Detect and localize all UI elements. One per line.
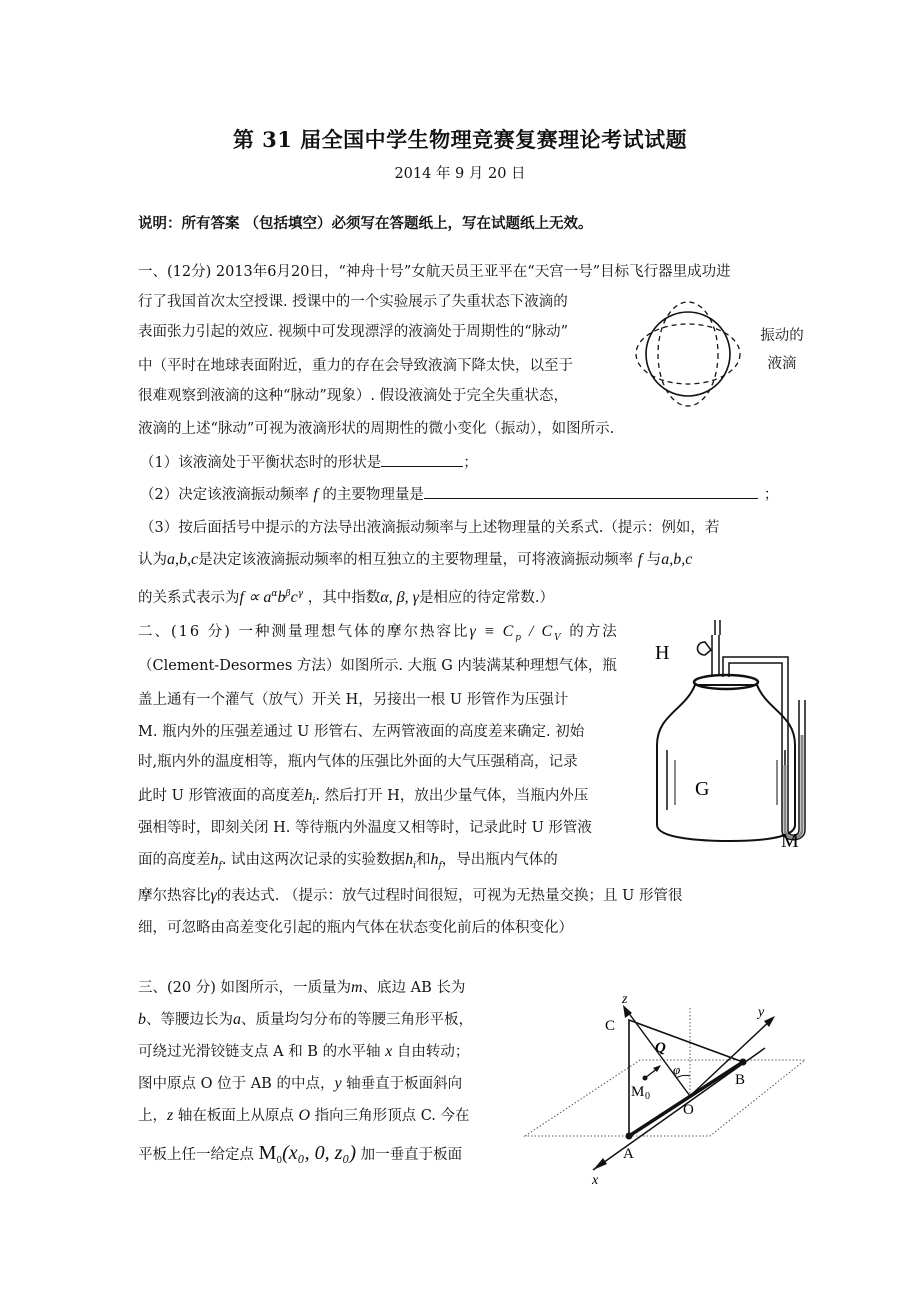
sub2-text: 的主要物理量是: [322, 487, 424, 503]
q2-line: M. 瓶内外的压强差通过 U 形管右、左两管液面的高度差来确定. 初始: [138, 724, 585, 740]
sub-i: i: [413, 860, 416, 871]
var-c: c: [290, 588, 298, 606]
q1-sub3-line: [138, 550, 692, 570]
q2-line: 盖上通有一个灌气（放气）开关 H，另接出一根 U 形管作为压强计: [138, 692, 569, 708]
q1-line: 液滴的上述“脉动”可视为液滴形状的周期性的微小变化（振动），如图所示.: [138, 421, 615, 437]
q3-line: [138, 1010, 473, 1030]
sub1-text: （1）该液滴处于平衡状态时的形状是: [140, 455, 382, 471]
figure-label-line: 液滴: [767, 356, 797, 372]
q1-sub1: [140, 452, 478, 473]
exponents: α, β, γ: [380, 588, 419, 606]
text: 面的高度差: [138, 852, 211, 868]
var-b: b: [138, 1011, 146, 1028]
q2-line: [138, 886, 682, 906]
punct: ；: [763, 487, 779, 503]
text: 的方法: [569, 624, 619, 640]
label-M0: M: [631, 1084, 645, 1100]
punct: ；: [463, 455, 478, 471]
q3-line: [138, 1106, 470, 1126]
q3-line: [138, 1074, 462, 1094]
horizontal-plane: [525, 1060, 805, 1136]
figure-label-line: 振动的: [760, 328, 804, 344]
bottle-body: [657, 685, 795, 841]
label-B: B: [735, 1072, 746, 1088]
label-H: H: [655, 642, 670, 664]
text: 是相应的待定常数.）: [418, 589, 555, 606]
sub-v: V: [554, 632, 563, 643]
var-h: h: [405, 851, 414, 868]
var-f: f: [637, 551, 643, 568]
label-G: G: [695, 778, 710, 800]
oscillating-droplet-figure: [630, 298, 750, 410]
q2-line: [138, 786, 588, 812]
triangular-plate-figure: [515, 988, 810, 1188]
exp-alpha: α: [271, 589, 278, 599]
sub-p: p: [515, 632, 524, 643]
q1-sub3-line: （3）按后面括号中提示的方法导出液滴振动频率与上述物理量的关系式.（提示：例如，若: [140, 520, 720, 536]
q3-line: [138, 1143, 462, 1171]
exam-date: 2014 年 9 月 20 日: [394, 166, 526, 182]
text: 上，: [138, 1108, 167, 1124]
var-h: h: [430, 851, 439, 868]
text: 、质量均匀分布的等腰三角形平板，: [241, 1012, 473, 1028]
hinge-B: [740, 1059, 747, 1066]
answer-blank-1[interactable]: [381, 452, 463, 467]
text: 的表达式. （提示：放气过程时间很短，可视为无热量交换；且 U 形管很: [216, 888, 683, 904]
text: 自由转动；: [396, 1044, 470, 1060]
vars-abc: a,b,c: [167, 551, 199, 568]
droplet-label: [752, 322, 812, 378]
x-axis-arrow: [593, 1158, 607, 1170]
answer-blank-2[interactable]: [424, 484, 758, 499]
label-C: C: [605, 1018, 616, 1034]
text: 是决定该液滴振动频率的相互独立的主要物理量，可将液滴振动频率: [198, 552, 634, 568]
instructions-note: 说明：所有答案 （包括填空）必须写在答题纸上，写在试题纸上无效。: [138, 215, 593, 232]
q1-line: 中（平时在地球表面附近，重力的存在会导致液滴下降太快，以至于: [138, 358, 573, 374]
text: 二、(16 分) 一种测量理想气体的摩尔热容比: [138, 624, 470, 640]
label-M: M: [781, 830, 799, 852]
q3-line: [138, 978, 465, 998]
formula: / C: [523, 623, 555, 640]
var-m: m: [350, 979, 363, 996]
var-h: h: [304, 787, 313, 804]
text: 、底边 AB 长为: [362, 980, 466, 996]
text: ，导出瓶内气体的: [441, 852, 558, 868]
sub-f: f: [438, 860, 442, 871]
q2-line: 细，可忽略由高差变化引起的瓶内气体在状态变化前后的体积变化）: [138, 920, 573, 936]
text: . 然后打开 H，放出少量气体，当瓶内外压: [315, 788, 589, 804]
exp-beta: β: [285, 589, 291, 599]
sub-f: f: [218, 860, 222, 871]
label-z: z: [622, 992, 628, 1007]
q3-line: [138, 1042, 469, 1062]
text: 摩尔热容比: [138, 888, 211, 904]
text: . 试由这两次记录的实验数据: [221, 852, 406, 868]
q1-line: 一、(12分) 2013年6月20日，“神舟十号”女航天员王亚平在“天宫一号”目标飞行器里成功进: [138, 264, 731, 280]
sub-i: i: [312, 796, 316, 807]
formula: γ ≡ C: [469, 623, 516, 640]
hinge-A: [626, 1133, 633, 1140]
text: 可绕过光滑铰链支点 A 和 B 的水平轴: [138, 1044, 381, 1060]
q2-line: 强相等时，即刻关闭 H. 等待瓶内外温度又相等时，记录此时 U 形管液: [138, 820, 592, 836]
text: 平板上任一给定点: [138, 1147, 254, 1163]
clement-desormes-apparatus-figure: [645, 615, 820, 855]
label-Q: Q: [655, 1040, 666, 1056]
text: 与: [646, 552, 662, 568]
label-O: O: [683, 1102, 694, 1118]
u-tube: [723, 657, 788, 830]
q2-line: [138, 850, 558, 876]
point-M: M: [258, 1142, 277, 1164]
var-b: b: [277, 588, 286, 606]
var-z: z: [167, 1107, 174, 1124]
label-M0-sub: 0: [645, 1091, 650, 1102]
text: 认为: [138, 552, 167, 568]
var-f: f: [313, 486, 318, 503]
q2-line: （Clement-Desormes 方法）如图所示. 大瓶 G 内装满某种理想气体，瓶: [138, 658, 617, 674]
label-x: x: [592, 1173, 599, 1188]
exp-gamma: γ: [297, 589, 304, 599]
vars-abc: a,b,c: [661, 551, 693, 568]
text: 指向三角形顶点 C. 今在: [314, 1108, 470, 1124]
text: 三、(20 分) 如图所示，一质量为: [138, 980, 351, 996]
q1-line: 表面张力引起的效应. 视频中可发现漂浮的液滴处于周期性的“脉动”: [138, 324, 569, 340]
var-gamma: γ: [210, 887, 217, 904]
valve-handle: [698, 642, 712, 655]
formula: f ∝ a: [239, 588, 272, 606]
text: ，其中指数: [307, 589, 381, 606]
text: 和: [415, 852, 431, 868]
text: 此时 U 形管液面的高度差: [138, 788, 305, 804]
q1-sub2: [140, 484, 778, 505]
q2-line: [138, 622, 619, 648]
label-A: A: [623, 1146, 634, 1162]
q1-line: 很难观察到液滴的这种“脉动”现象）. 假设液滴处于完全失重状态，: [138, 388, 569, 404]
text: 加一垂直于板面: [360, 1147, 463, 1163]
text: 轴在板面上从原点: [177, 1108, 294, 1124]
bottle-cap: [694, 675, 758, 689]
var-O: O: [298, 1107, 311, 1124]
q1-sub3-line: [138, 584, 554, 608]
var-a: a: [233, 1011, 241, 1028]
text: 轴垂直于板面斜向: [346, 1076, 463, 1092]
text: 图中原点 O 位于 AB 的中点，: [138, 1076, 335, 1092]
var-y: y: [334, 1075, 342, 1092]
label-phi: φ: [673, 1062, 681, 1077]
sub-0: 0: [276, 1155, 283, 1166]
coords: (x₀, 0, z₀): [282, 1142, 357, 1164]
label-y: y: [758, 1005, 765, 1020]
var-h: h: [210, 851, 219, 868]
var-x: x: [385, 1043, 393, 1060]
page-title: 第 31 届全国中学生物理竞赛复赛理论考试试题: [232, 127, 688, 152]
sub2-text: （2）决定该液滴振动频率: [140, 487, 309, 503]
text: 的关系式表示为: [138, 589, 240, 606]
text: 、等腰边长为: [146, 1012, 233, 1028]
q2-line: 时,瓶内外的温度相等，瓶内气体的压强比外面的大气压强稍高，记录: [138, 754, 578, 770]
q1-line: 行了我国首次太空授课. 授课中的一个实验展示了失重状态下液滴的: [138, 294, 568, 310]
